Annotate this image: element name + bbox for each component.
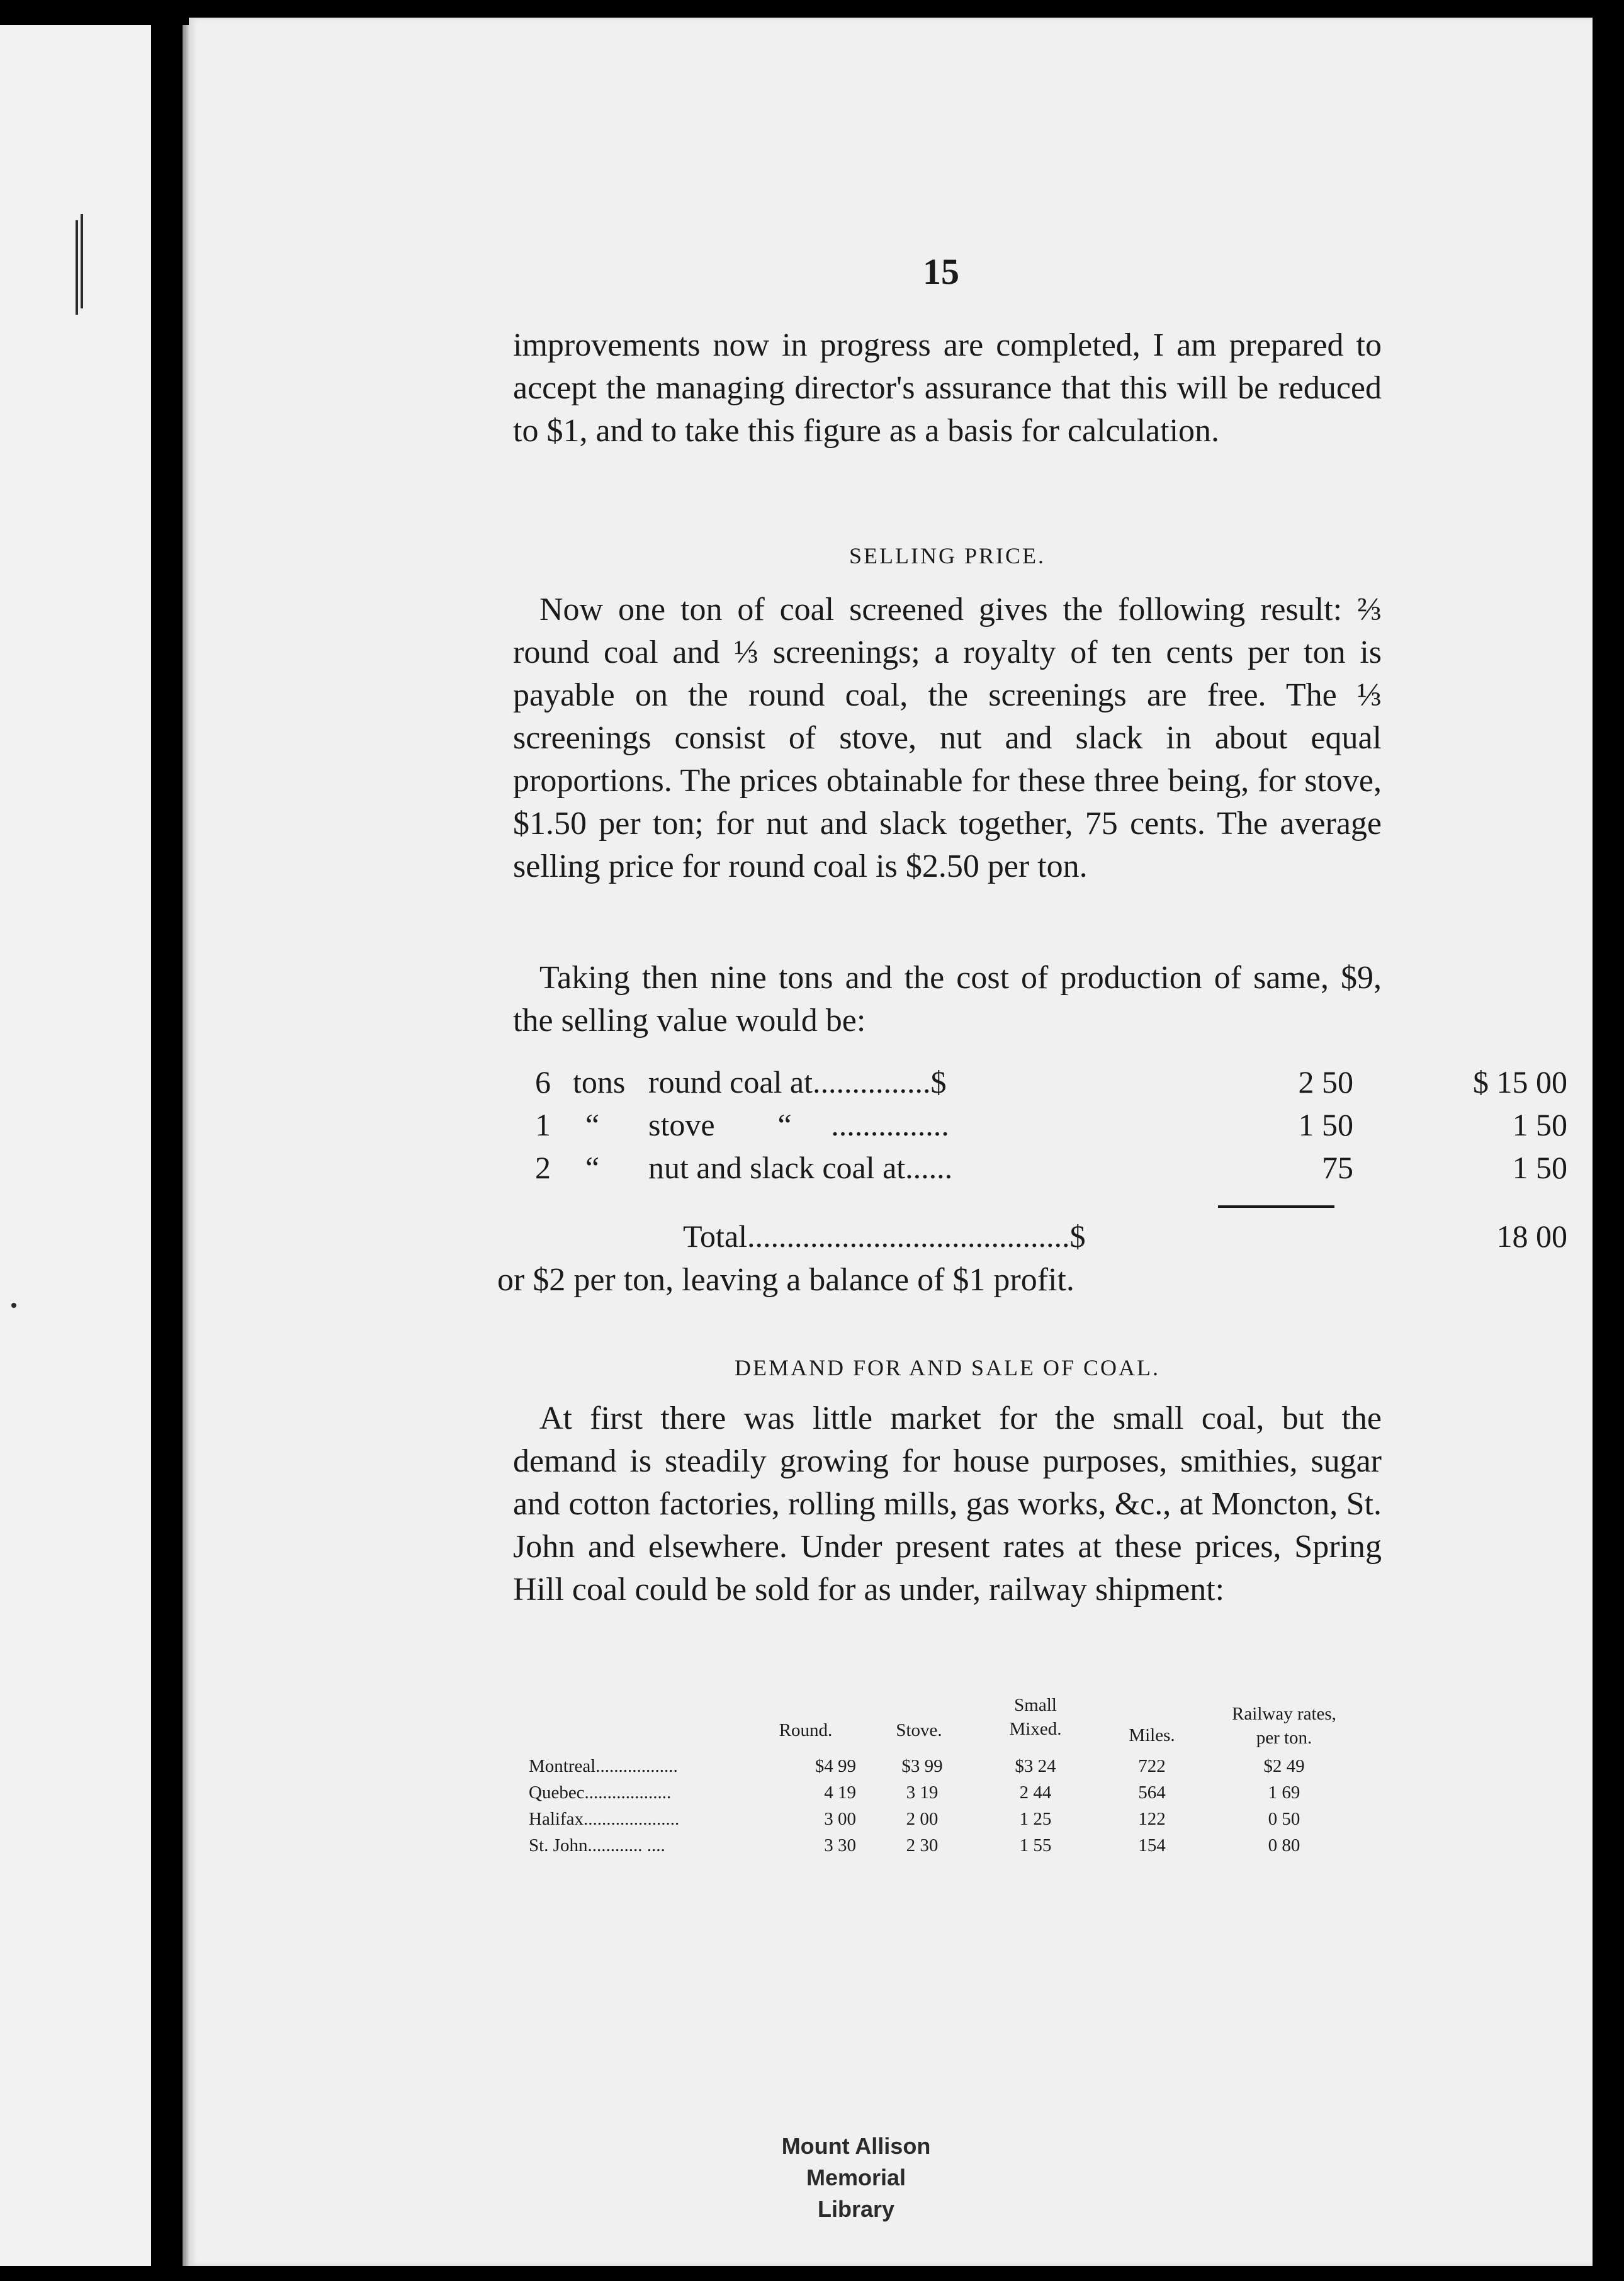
stamp-line: Memorial [806,2165,906,2190]
table-cell-stove: 3 19 [906,1783,939,1803]
header-stove: Stove. [896,1720,942,1740]
calc-rate: 75 [1322,1150,1353,1185]
table-cell-rate: 0 50 [1268,1809,1300,1829]
calc-unit: “ [585,1107,600,1142]
calc-rate: 2 50 [1298,1064,1353,1100]
selling-paragraph-2: Taking then nine tons and the cost of production of same, $9, the selling value would be: [513,960,1382,1039]
calc-unit: tons [573,1064,626,1100]
total-rule [1218,1205,1334,1208]
calc-qty: 2 [535,1150,551,1185]
calc-unit: “ [585,1150,600,1185]
table-cell-miles: 722 [1138,1756,1166,1776]
calc-item: nut and slack coal at...... [648,1150,953,1185]
table-cell-small: $3 24 [1015,1756,1056,1776]
calc-amount: 1 50 [1512,1150,1567,1185]
facing-page-edge [0,25,151,2266]
table-cell-small: 1 55 [1019,1835,1052,1856]
after-total-paragraph: or $2 per ton, leaving a balance of $1 profit. [497,1262,1074,1298]
calc-qty: 1 [535,1107,551,1142]
table-cell-city: St. John............ .... [529,1835,665,1856]
table-cell-miles: 564 [1138,1783,1166,1803]
header-small-mixed: Small Mixed. [1009,1695,1062,1739]
library-stamp [736,2131,976,2225]
calc-row [535,1064,1567,1107]
rates-table [522,1693,1379,1876]
stamp-line: Mount Allison [781,2133,931,2159]
table-cell-rate: 0 80 [1268,1835,1300,1856]
table-cell-stove: 2 30 [906,1835,939,1856]
table-cell-round: 4 19 [824,1783,856,1803]
heading-selling-price: SELLING PRICE. [849,543,1046,568]
table-cell-round: 3 30 [824,1835,856,1856]
calc-row [535,1149,1567,1192]
selling-paragraph-1: Now one ton of coal screened gives the following result: ⅔ round coal and ⅓ screenings; a royalty of ten cents per ton is payable on the round coal, the screenings are free. The ⅓ screenings consist of stove, nut and slack in about equal proportions. The prices obtainable for these three being, for stove, $1.50 per ton; for nut and slack together, 75 cents. The average selling price for round coal is $2.50 per ton. [513,592,1382,884]
page-number: 15 [923,251,959,292]
table-cell-small: 1 25 [1019,1809,1052,1829]
table-cell-city: Halifax..................... [529,1809,680,1829]
header-railway-rates: Railway rates, per ton. [1232,1704,1336,1748]
table-cell-city: Quebec................... [529,1783,672,1803]
table-cell-rate: 1 69 [1268,1783,1300,1803]
calc-total-amount: 18 00 [1496,1219,1567,1254]
table-cell-stove: $3 99 [901,1756,943,1776]
table-cell-miles: 154 [1138,1835,1166,1856]
calc-item: stove “ ............... [648,1107,949,1142]
table-cell-rate: $2 49 [1263,1756,1305,1776]
calc-total-row [535,1218,1567,1261]
table-cell-stove: 2 00 [906,1809,939,1829]
intro-paragraph: improvements now in progress are completed, I am prepared to accept the managing director's assurance that this will be reduced to $1, and to take this figure as a basis for calculation. [513,327,1382,449]
header-miles: Miles. [1129,1725,1175,1745]
calc-total-label: Total.........................................$ [683,1219,1086,1254]
table-cell-miles: 122 [1138,1809,1166,1829]
table-cell-round: 3 00 [824,1809,856,1829]
calc-qty: 6 [535,1064,551,1100]
demand-paragraph: At first there was little market for the small coal, but the demand is steadily growing for house purposes, smithies, sugar and cotton factories, rolling mills, gas works, &c., at Moncton, St. John and elsewhere. Under present rates at these prices, Spring Hill coal could be sold for as under, railway shipment: [513,1400,1382,1608]
page-binding-shadow [183,25,189,2266]
header-round: Round. [779,1720,833,1740]
heading-demand: DEMAND FOR AND SALE OF COAL. [734,1355,1161,1380]
table-cell-city: Montreal.................. [529,1756,678,1776]
calc-rate: 1 50 [1298,1107,1353,1142]
table-cell-small: 2 44 [1019,1783,1052,1803]
calc-amount: 1 50 [1512,1107,1567,1142]
table-cell-round: $4 99 [815,1756,856,1776]
calc-item: round coal at...............$ [648,1064,947,1100]
calc-row [535,1107,1567,1149]
calc-amount: $ 15 00 [1473,1064,1567,1100]
stamp-line: Library [817,2196,895,2222]
